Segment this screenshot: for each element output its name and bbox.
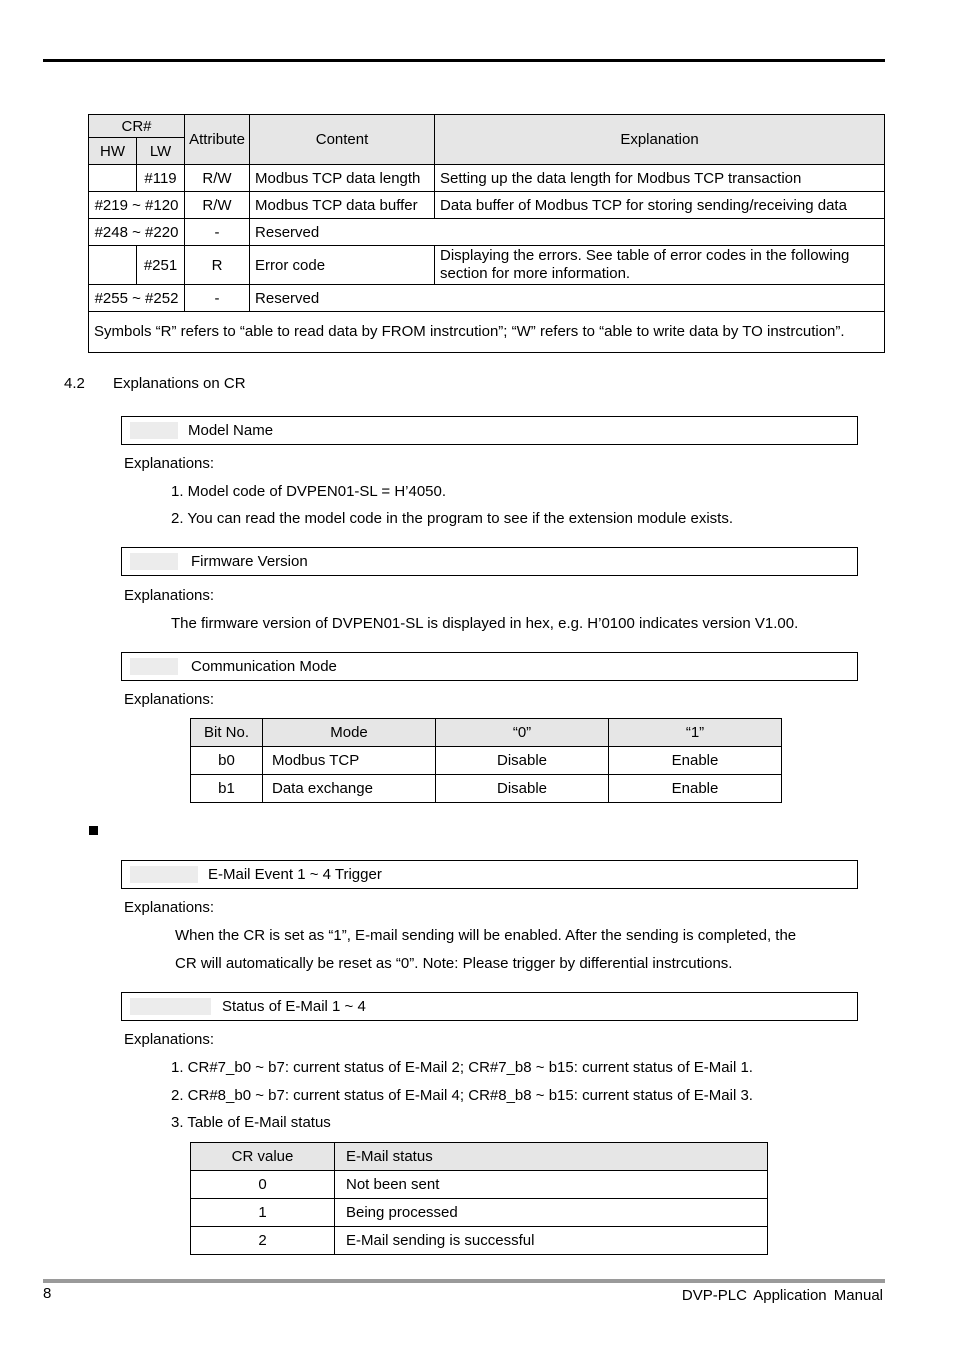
communication-mode-title: Communication Mode — [191, 658, 337, 675]
cr-value-header: CR value — [191, 1143, 335, 1171]
attribute-cell: R/W — [185, 192, 250, 219]
list-item: 3. Table of E-Mail status — [171, 1114, 331, 1131]
table-row — [89, 219, 885, 246]
cr-number-placeholder — [130, 658, 178, 675]
lw-header: LW — [137, 138, 185, 165]
firmware-version-box — [121, 547, 858, 576]
email-trigger-box — [121, 860, 858, 889]
table-row — [89, 192, 885, 219]
attribute-cell: R — [185, 246, 250, 285]
table-row — [89, 246, 885, 285]
table-row — [89, 285, 885, 312]
page-number: 8 — [43, 1285, 52, 1302]
explanation-header: Explanation — [435, 115, 885, 165]
explanation-cell: Setting up the data length for Modbus TCP transaction — [435, 165, 885, 192]
manual-title: DVP-PLC Application Manual — [681, 1287, 883, 1304]
table-row — [89, 165, 885, 192]
section-title: Explanations on CR — [113, 375, 246, 392]
email-status-cell: E-Mail sending is successful — [335, 1227, 768, 1255]
explanations-label: Explanations: — [124, 587, 215, 604]
firmware-version-title: Firmware Version — [191, 553, 308, 570]
model-name-box — [121, 416, 858, 445]
mode-table — [190, 718, 782, 803]
cr-cell: #255 ~ #252 — [89, 285, 185, 312]
mode-cell: Modbus TCP — [263, 747, 436, 775]
attribute-cell: R/W — [185, 165, 250, 192]
header-rule — [43, 59, 885, 62]
email-status-header: E-Mail status — [335, 1143, 768, 1171]
email-status-cell: Not been sent — [335, 1171, 768, 1199]
list-item: 1. Model code of DVPEN01-SL = H’4050. — [171, 483, 447, 500]
content-cell: Reserved — [250, 219, 885, 246]
email-status-table — [190, 1142, 768, 1255]
explanations-label: Explanations: — [124, 899, 215, 916]
email-trigger-text-line-1: When the CR is set as “1”, E-mail sending will be enabled. After the sending is completed, the — [175, 927, 797, 944]
section-number: 4.2 — [64, 375, 85, 392]
mode-header: Mode — [263, 719, 436, 747]
explanations-label: Explanations: — [124, 691, 215, 708]
cr-header: CR# — [89, 115, 185, 138]
communication-mode-box — [121, 652, 858, 681]
lw-cell: #251 — [137, 246, 185, 285]
table-row — [191, 775, 782, 803]
one-cell: Enable — [609, 747, 782, 775]
square-bullet-icon — [89, 826, 98, 835]
email-status-box — [121, 992, 858, 1021]
cr-number-placeholder — [130, 422, 178, 439]
zero-cell: Disable — [436, 775, 609, 803]
cr-number-placeholder — [130, 998, 211, 1015]
email-status-cell: Being processed — [335, 1199, 768, 1227]
cr-value-cell: 1 — [191, 1199, 335, 1227]
bit-no-header: Bit No. — [191, 719, 263, 747]
cr-cell: #219 ~ #120 — [89, 192, 185, 219]
one-header: “1” — [609, 719, 782, 747]
bit-cell: b1 — [191, 775, 263, 803]
cr-cell: #248 ~ #220 — [89, 219, 185, 246]
lw-cell: #119 — [137, 165, 185, 192]
footer-rule — [43, 1279, 885, 1283]
content-cell: Reserved — [250, 285, 885, 312]
table-row — [191, 1199, 768, 1227]
explanation-cell: Data buffer of Modbus TCP for storing sending/receiving data — [435, 192, 885, 219]
hw-cell — [89, 165, 137, 192]
zero-cell: Disable — [436, 747, 609, 775]
email-trigger-text-line-2: CR will automatically be reset as “0”. Note: Please trigger by differential instrcutions. — [175, 955, 733, 972]
content-cell: Error code — [250, 246, 435, 285]
cr-number-placeholder — [130, 553, 178, 570]
firmware-text: The firmware version of DVPEN01-SL is displayed in hex, e.g. H’0100 indicates version V1.00. — [171, 615, 799, 632]
mode-cell: Data exchange — [263, 775, 436, 803]
content-header: Content — [250, 115, 435, 165]
attribute-cell: - — [185, 285, 250, 312]
hw-header: HW — [89, 138, 137, 165]
table-row — [191, 747, 782, 775]
table-row — [191, 1171, 768, 1199]
list-item: 1. CR#7_b0 ~ b7: current status of E-Mail 2; CR#7_b8 ~ b15: current status of E-Mail 1. — [171, 1059, 753, 1076]
content-cell: Modbus TCP data buffer — [250, 192, 435, 219]
cr-table — [88, 114, 885, 353]
explanation-cell: Displaying the errors. See table of error codes in the following section for more information. — [435, 246, 885, 285]
cr-value-cell: 2 — [191, 1227, 335, 1255]
hw-cell — [89, 246, 137, 285]
symbols-note: Symbols “R” refers to “able to read data by FROM instrcution”; “W” refers to “able to write data by TO instrcution”. — [89, 312, 885, 353]
email-trigger-title: E-Mail Event 1 ~ 4 Trigger — [208, 866, 382, 883]
explanations-label: Explanations: — [124, 1031, 215, 1048]
list-item: 2. CR#8_b0 ~ b7: current status of E-Mail 4; CR#8_b8 ~ b15: current status of E-Mail 3. — [171, 1087, 753, 1104]
bit-cell: b0 — [191, 747, 263, 775]
attribute-header: Attribute — [185, 115, 250, 165]
attribute-cell: - — [185, 219, 250, 246]
one-cell: Enable — [609, 775, 782, 803]
cr-number-placeholder — [130, 866, 198, 883]
table-row — [191, 1227, 768, 1255]
email-status-title: Status of E-Mail 1 ~ 4 — [222, 998, 366, 1015]
section-heading — [64, 375, 246, 392]
explanations-label: Explanations: — [124, 455, 215, 472]
content-cell: Modbus TCP data length — [250, 165, 435, 192]
list-item: 2. You can read the model code in the program to see if the extension module exists. — [171, 510, 734, 527]
model-name-title: Model Name — [188, 422, 274, 439]
cr-value-cell: 0 — [191, 1171, 335, 1199]
zero-header: “0” — [436, 719, 609, 747]
